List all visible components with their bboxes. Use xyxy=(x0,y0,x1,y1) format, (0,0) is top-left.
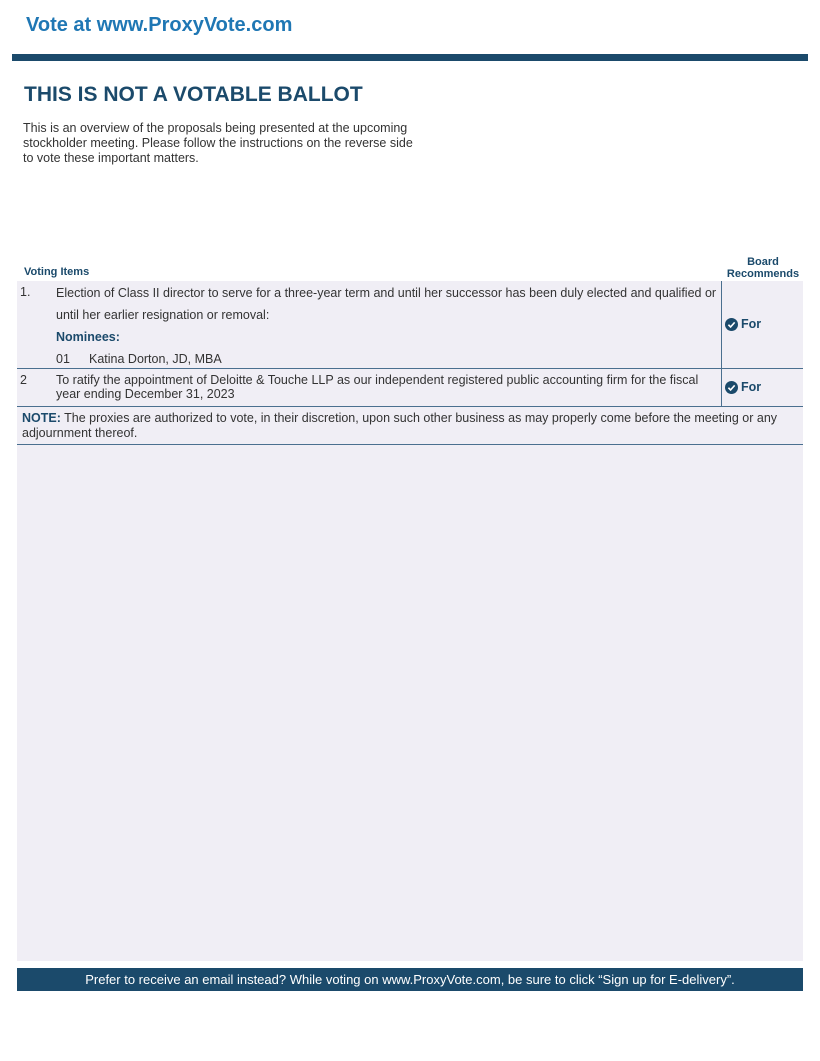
page-title: THIS IS NOT A VOTABLE BALLOT xyxy=(24,83,363,106)
recommendation-label: For xyxy=(741,317,762,331)
recommendation-label: For xyxy=(741,380,762,394)
note-text xyxy=(22,411,802,441)
nominee-row xyxy=(56,348,718,370)
item-description: To ratify the appointment of Deloitte & Touche LLP as our independent registered public accounting firm for the fiscal year ending December 31, 2023 xyxy=(56,373,699,401)
note-row xyxy=(17,407,803,445)
nominees-label: Nominees: xyxy=(56,330,120,344)
board-recommends-header xyxy=(722,256,804,280)
check-circle-icon xyxy=(725,318,738,331)
voting-item-2 xyxy=(17,369,803,407)
item-description: Election of Class II director to serve for a three-year term and until her successor has been duly elected and qualified or until her earlier resignation or removal: xyxy=(56,286,717,322)
voting-items-header: Voting Items xyxy=(24,266,90,278)
column-divider xyxy=(721,281,722,368)
item-number: 1. xyxy=(20,285,31,299)
check-circle-icon xyxy=(725,381,738,394)
item-text xyxy=(56,282,718,370)
board-recommendation xyxy=(725,380,761,394)
nominee-name: Katina Dorton, JD, MBA xyxy=(89,352,222,366)
intro-text: This is an overview of the proposals being presented at the upcoming stockholder meeting. Please follow the instructions on the reverse side to vote these important matters. xyxy=(23,121,413,165)
board-header-line1: Board xyxy=(747,256,779,268)
header-rule xyxy=(12,54,808,61)
note-label: NOTE: xyxy=(22,411,61,425)
nominee-number: 01 xyxy=(56,352,70,366)
vote-link[interactable]: Vote at www.ProxyVote.com xyxy=(26,14,293,36)
item-number: 2 xyxy=(20,373,27,387)
e-delivery-banner: Prefer to receive an email instead? While voting on www.ProxyVote.com, be sure to click “Sign up for E-delivery”. xyxy=(17,968,803,991)
voting-item-1 xyxy=(17,281,803,369)
column-divider xyxy=(721,369,722,406)
board-recommendation xyxy=(725,317,761,331)
note-body: The proxies are authorized to vote, in their discretion, upon such other business as may properly come before the meeting or any adjournment thereof. xyxy=(22,411,778,440)
board-header-line2: Recommends xyxy=(726,268,800,280)
